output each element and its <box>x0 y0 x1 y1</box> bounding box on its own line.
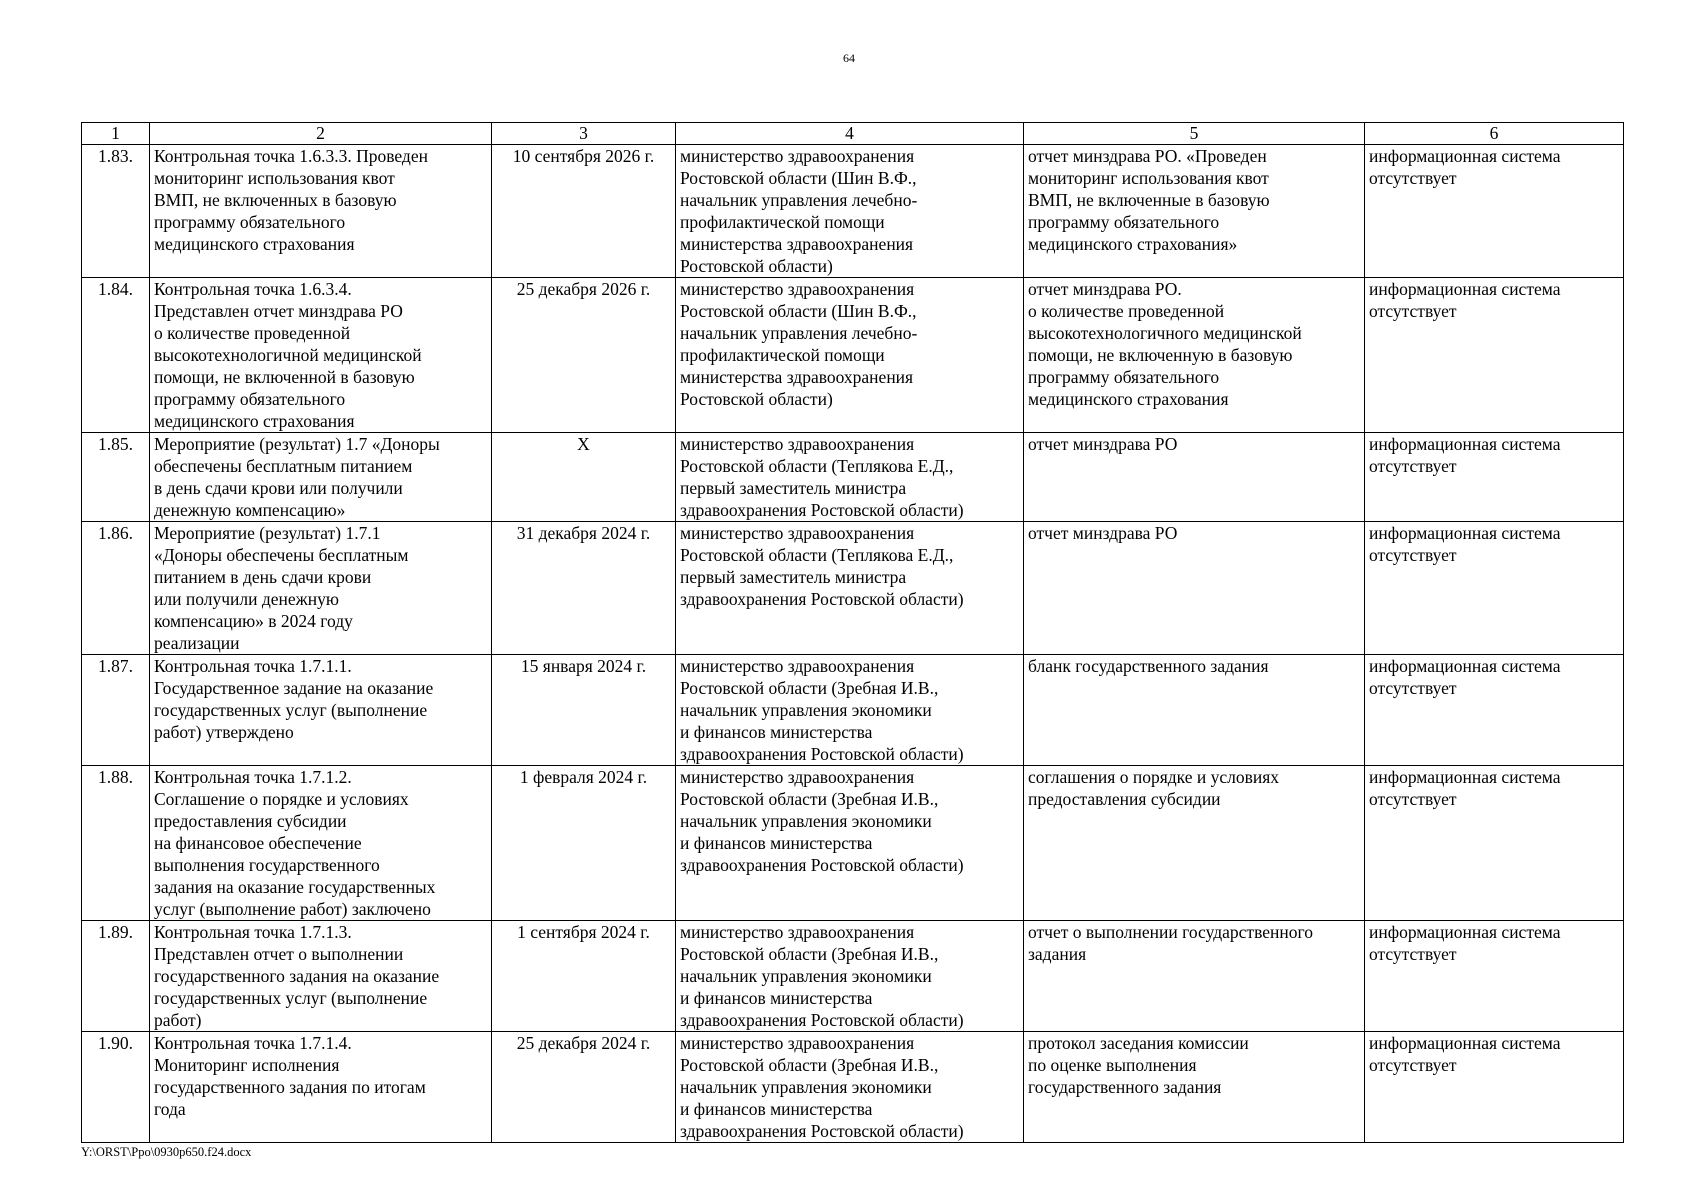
document-cell: отчет минздрава РО. о количестве проведенной высокотехнологичного медицинской помощи, не включенную в базовую программу обязательного медицинского страхования <box>1024 278 1365 433</box>
responsible-cell: министерство здравоохранения Ростовской области (Зребная И.В., начальник управления экономики и финансов министерства здравоохранения Ростовской области) <box>676 1032 1024 1143</box>
file-path-footer: Y:\ORST\Ppo\0930p650.f24.docx <box>81 1145 252 1159</box>
item-cell: Мероприятие (результат) 1.7 «Доноры обеспечены бесплатным питанием в день сдачи крови или получили денежную компенсацию» <box>150 433 492 522</box>
item-cell: Мероприятие (результат) 1.7.1 «Доноры обеспечены бесплатным питанием в день сдачи крови или получили денежную компенсацию» в 2024 году реализации <box>150 522 492 655</box>
date-cell: 1 сентября 2024 г. <box>492 921 676 1032</box>
document-cell: отчет минздрава РО <box>1024 433 1365 522</box>
document-cell: отчет о выполнении государственного задания <box>1024 921 1365 1032</box>
row-number-cell: 1.90. <box>82 1032 150 1143</box>
responsible-cell: министерство здравоохранения Ростовской области (Зребная И.В., начальник управления экономики и финансов министерства здравоохранения Ростовской области) <box>676 655 1024 766</box>
responsible-cell: министерство здравоохранения Ростовской области (Шин В.Ф., начальник управления лечебно- профилактической помощи министерства здравоохранения Ростовской области) <box>676 278 1024 433</box>
row-number-cell: 1.86. <box>82 522 150 655</box>
info-system-cell: информационная система отсутствует <box>1365 921 1624 1032</box>
info-system-cell: информационная система отсутствует <box>1365 522 1624 655</box>
row-number-cell: 1.87. <box>82 655 150 766</box>
table-row <box>82 1032 1624 1143</box>
date-cell: 25 декабря 2026 г. <box>492 278 676 433</box>
column-number-1: 1 <box>82 123 150 145</box>
table-row <box>82 278 1624 433</box>
info-system-cell: информационная система отсутствует <box>1365 1032 1624 1143</box>
column-number-2: 2 <box>150 123 492 145</box>
row-number-cell: 1.84. <box>82 278 150 433</box>
responsible-cell: министерство здравоохранения Ростовской области (Теплякова Е.Д., первый заместитель министра здравоохранения Ростовской области) <box>676 522 1024 655</box>
date-cell: Х <box>492 433 676 522</box>
measures-table <box>81 122 1624 1143</box>
table-row <box>82 145 1624 278</box>
column-number-3: 3 <box>492 123 676 145</box>
table-row <box>82 433 1624 522</box>
date-cell: 31 декабря 2024 г. <box>492 522 676 655</box>
date-cell: 10 сентября 2026 г. <box>492 145 676 278</box>
info-system-cell: информационная система отсутствует <box>1365 655 1624 766</box>
date-cell: 1 февраля 2024 г. <box>492 766 676 921</box>
responsible-cell: министерство здравоохранения Ростовской области (Зребная И.В., начальник управления экономики и финансов министерства здравоохранения Ростовской области) <box>676 921 1024 1032</box>
row-number-cell: 1.89. <box>82 921 150 1032</box>
table-row <box>82 655 1624 766</box>
item-cell: Контрольная точка 1.7.1.4. Мониторинг исполнения государственного задания по итогам года <box>150 1032 492 1143</box>
item-cell: Контрольная точка 1.7.1.2. Соглашение о порядке и условиях предоставления субсидии на финансовое обеспечение выполнения государственного задания на оказание государственных услуг (выполнение работ) заключено <box>150 766 492 921</box>
column-number-6: 6 <box>1365 123 1624 145</box>
info-system-cell: информационная система отсутствует <box>1365 433 1624 522</box>
item-cell: Контрольная точка 1.7.1.3. Представлен отчет о выполнении государственного задания на оказание государственных услуг (выполнение работ) <box>150 921 492 1032</box>
column-number-4: 4 <box>676 123 1024 145</box>
date-cell: 15 января 2024 г. <box>492 655 676 766</box>
table-row <box>82 921 1624 1032</box>
document-cell: протокол заседания комиссии по оценке выполнения государственного задания <box>1024 1032 1365 1143</box>
info-system-cell: информационная система отсутствует <box>1365 766 1624 921</box>
table-row <box>82 766 1624 921</box>
item-cell: Контрольная точка 1.6.3.4. Представлен отчет минздрава РО о количестве проведенной высокотехнологичной медицинской помощи, не включенной в базовую программу обязательного медицинского страхования <box>150 278 492 433</box>
item-cell: Контрольная точка 1.7.1.1. Государственное задание на оказание государственных услуг (выполнение работ) утверждено <box>150 655 492 766</box>
document-cell: соглашения о порядке и условиях предоставления субсидии <box>1024 766 1365 921</box>
item-cell: Контрольная точка 1.6.3.3. Проведен мониторинг использования квот ВМП, не включенных в базовую программу обязательного медицинского страхования <box>150 145 492 278</box>
row-number-cell: 1.85. <box>82 433 150 522</box>
column-number-5: 5 <box>1024 123 1365 145</box>
row-number-cell: 1.83. <box>82 145 150 278</box>
responsible-cell: министерство здравоохранения Ростовской области (Зребная И.В., начальник управления экономики и финансов министерства здравоохранения Ростовской области) <box>676 766 1024 921</box>
info-system-cell: информационная система отсутствует <box>1365 278 1624 433</box>
document-cell: отчет минздрава РО. «Проведен мониторинг использования квот ВМП, не включенные в базовую программу обязательного медицинского страхования» <box>1024 145 1365 278</box>
responsible-cell: министерство здравоохранения Ростовской области (Теплякова Е.Д., первый заместитель министра здравоохранения Ростовской области) <box>676 433 1024 522</box>
info-system-cell: информационная система отсутствует <box>1365 145 1624 278</box>
responsible-cell: министерство здравоохранения Ростовской области (Шин В.Ф., начальник управления лечебно- профилактической помощи министерства здравоохранения Ростовской области) <box>676 145 1024 278</box>
date-cell: 25 декабря 2024 г. <box>492 1032 676 1143</box>
document-cell: отчет минздрава РО <box>1024 522 1365 655</box>
row-number-cell: 1.88. <box>82 766 150 921</box>
page-number: 64 <box>843 51 855 65</box>
column-numbers-row <box>82 123 1624 145</box>
table-row <box>82 522 1624 655</box>
document-cell: бланк государственного задания <box>1024 655 1365 766</box>
